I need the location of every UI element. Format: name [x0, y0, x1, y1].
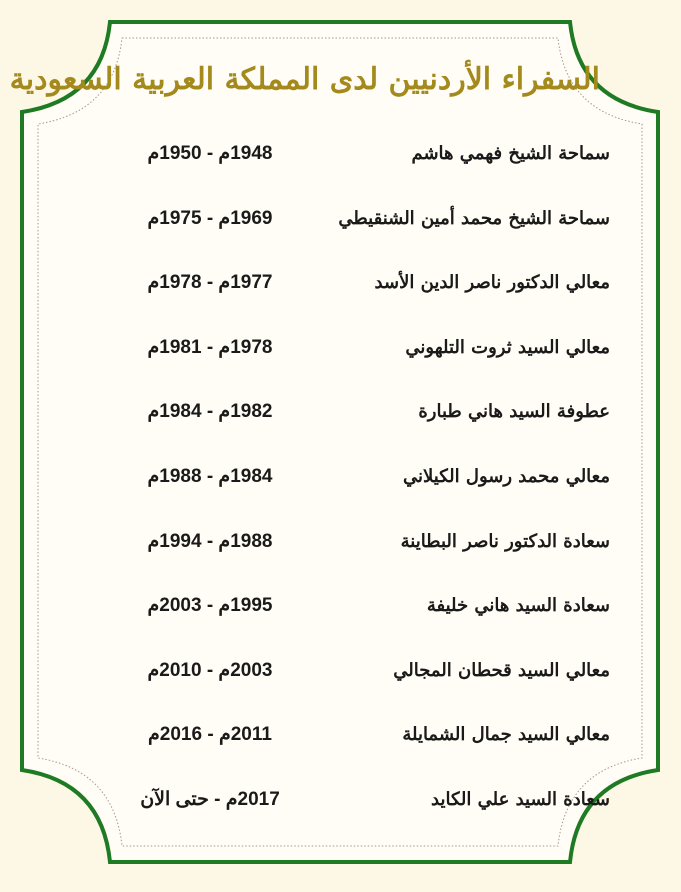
ambassador-term: 2003م - 2010م [147, 659, 273, 681]
ambassador-name: سعادة الدكتور ناصر البطاينة [400, 530, 610, 552]
ambassador-name: معالي السيد ثروت التلهوني [405, 336, 610, 358]
ambassador-term: 2011م - 2016م [148, 724, 272, 746]
list-item [90, 580, 610, 645]
ambassador-term: 1978م - 1981م [147, 336, 273, 358]
list-item [90, 451, 610, 516]
list-item [90, 645, 610, 710]
ambassador-term: 1988م - 1994م [147, 530, 273, 552]
list-item [90, 516, 610, 581]
ambassador-name: معالي السيد جمال الشمايلة [402, 724, 610, 746]
list-item [90, 709, 610, 774]
ambassador-term: 1982م - 1984م [147, 401, 273, 423]
ambassador-name: سماحة الشيخ فهمي هاشم [411, 143, 610, 164]
list-item [90, 322, 610, 387]
ambassador-name: سعادة السيد هاني خليفة [426, 595, 610, 617]
list-item [90, 386, 610, 451]
page-title: السفراء الأردنيين لدى المملكة العربية السعودية [9, 62, 600, 97]
ambassador-term: 1948م - 1950م [147, 143, 273, 164]
ambassador-name: سعادة السيد علي الكايد [431, 788, 610, 810]
ambassador-name: عطوفة السيد هاني طبارة [418, 401, 610, 423]
ambassador-term: 1969م - 1975م [147, 207, 273, 229]
ambassador-term: 1977م - 1978م [147, 272, 273, 294]
ambassador-term: 1984م - 1988م [147, 465, 273, 487]
ambassador-name: معالي محمد رسول الكيلاني [403, 465, 610, 487]
ambassador-term: 1995م - 2003م [147, 595, 273, 617]
list-item [90, 774, 610, 839]
list-item [90, 257, 610, 322]
ambassador-list [90, 128, 610, 839]
list-item [90, 128, 610, 193]
ambassador-name: سماحة الشيخ محمد أمين الشنقيطي [338, 207, 610, 229]
ambassador-name: معالي السيد قحطان المجالي [393, 659, 610, 681]
list-item [90, 193, 610, 258]
ambassador-name: معالي الدكتور ناصر الدين الأسد [374, 272, 610, 294]
ambassador-term: 2017م - حتى الآن [140, 788, 280, 810]
